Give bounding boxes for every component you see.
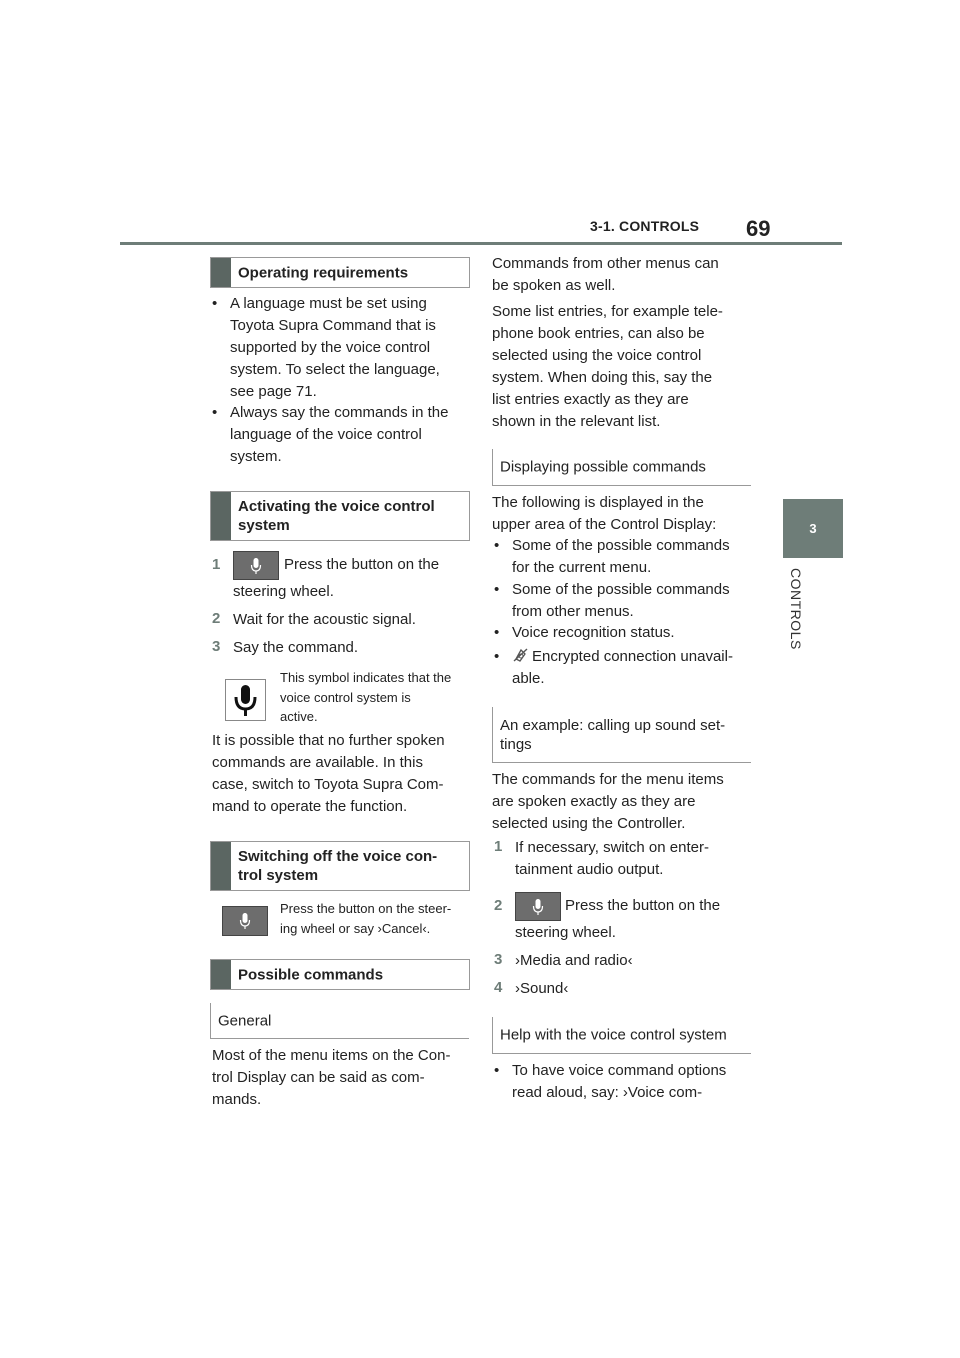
text-line: The following is displayed in the [492, 494, 704, 511]
paragraph [212, 1045, 474, 1111]
bullet-dot: • [494, 1062, 500, 1079]
paragraph [492, 492, 754, 536]
text-line: language of the voice control [230, 426, 422, 443]
text-line: selected using the Controller. [492, 815, 686, 832]
step-text: ›Media and radio‹ [515, 952, 633, 969]
text-line: This symbol indicates that the [280, 670, 452, 685]
text-line: from other menus. [512, 603, 634, 620]
text-line: selected using the voice control [492, 347, 702, 364]
text-line: trol Display can be said as com- [212, 1069, 425, 1086]
text-line: Most of the menu items on the Con- [212, 1047, 451, 1064]
step-text: Say the command. [233, 639, 359, 656]
step-text: Press the button on the [284, 556, 440, 573]
bullet-dot: • [212, 295, 218, 312]
text-line: for the current menu. [512, 559, 652, 576]
subheading-text: Displaying possible commands [500, 458, 706, 476]
list-item-text [512, 1060, 754, 1104]
text-line: Some of the possible commands [512, 581, 730, 598]
step-text: Press the button on the [565, 897, 721, 914]
heading-bar [211, 258, 231, 287]
text-line: upper area of the Control Display: [492, 516, 717, 533]
text-segment: Encrypted connection unavail- [532, 648, 733, 665]
list-item-text [512, 535, 754, 579]
text-line: active. [280, 709, 318, 724]
text-line: A language must be set using [230, 295, 427, 312]
subheading-text: Help with the voice control system [500, 1026, 727, 1044]
heading-bar [211, 842, 231, 890]
text-line: see page 71. [230, 383, 317, 400]
heading-text: Operating requirements [238, 264, 409, 281]
text-line: trol system [238, 867, 319, 884]
heading-text [238, 497, 463, 535]
bullet-dot: • [494, 537, 500, 554]
step-text [515, 837, 755, 881]
text-line: system [238, 517, 290, 534]
list-item-text [230, 402, 472, 468]
text-line [512, 646, 754, 668]
switch-off-note [280, 899, 472, 938]
heading-possible-commands [210, 959, 470, 990]
text-line: able. [512, 670, 545, 687]
header-rule [120, 242, 842, 245]
paragraph [492, 769, 754, 835]
voice-button-icon [515, 892, 561, 921]
text-line: Commands from other menus can [492, 255, 719, 272]
text-line: are spoken exactly as they are [492, 793, 696, 810]
voice-button-icon [233, 551, 279, 580]
list-item-text [512, 646, 754, 690]
heading-operating-requirements [210, 257, 470, 288]
heading-text [238, 847, 463, 885]
subheading-displaying-commands [492, 449, 751, 486]
text-line: tings [500, 735, 532, 753]
step-text: steering wheel. [515, 924, 616, 941]
step-number: 2 [212, 610, 221, 627]
text-line: phone book entries, can also be [492, 325, 705, 342]
step-number: 4 [494, 979, 503, 996]
bullet-dot: • [494, 648, 500, 665]
paragraph [212, 730, 474, 818]
heading-bar [211, 492, 231, 540]
text-line: ing wheel or say ›Cancel‹. [280, 920, 431, 936]
section-title: 3-1. CONTROLS [590, 218, 700, 234]
step-text: ›Sound‹ [515, 980, 569, 997]
text-line: Voice recognition status. [512, 624, 675, 641]
text-line: Some list entries, for example tele- [492, 303, 723, 320]
step-number: 3 [494, 951, 503, 968]
bullet-dot: • [494, 624, 500, 641]
text-line: Switching off the voice con- [238, 848, 438, 865]
page-number: 69 [746, 216, 771, 241]
text-line: supported by the voice control [230, 339, 431, 356]
voice-button-icon [222, 906, 268, 936]
text-line: tainment audio output. [515, 861, 664, 878]
text-line: mand to operate the function. [212, 798, 408, 815]
text-line: system. When doing this, say the [492, 369, 713, 386]
subheading-example [492, 707, 751, 763]
text-line: If necessary, switch on enter- [515, 839, 709, 856]
text-line: voice control system is [280, 689, 411, 705]
text-line: Press the button on the steer- [280, 901, 452, 916]
subheading-help [492, 1017, 751, 1054]
microphone-icon [225, 679, 266, 721]
text-line: Activating the voice control [238, 498, 435, 515]
text-line: Some of the possible commands [512, 537, 730, 554]
text-line: To have voice command options [512, 1062, 727, 1079]
step-number: 1 [212, 556, 221, 573]
list-item-text [230, 293, 472, 403]
text-line: system. [230, 448, 282, 465]
bullet-dot: • [494, 581, 500, 598]
text-line: It is possible that no further spoken [212, 732, 445, 749]
list-item-text [512, 622, 754, 644]
text-line: be spoken as well. [492, 277, 616, 294]
text-line: case, switch to Toyota Supra Com- [212, 776, 444, 793]
bullet-dot: • [212, 404, 218, 421]
heading-bar [211, 960, 231, 989]
step-number: 3 [212, 638, 221, 655]
chapter-label: CONTROLS [788, 568, 804, 650]
text-line: The commands for the menu items [492, 771, 724, 788]
heading-text: Possible commands [238, 966, 384, 983]
list-item-text [512, 579, 754, 623]
encryption-unavailable-icon [512, 647, 529, 663]
text-line: commands are available. In this [212, 754, 423, 771]
text-line: list entries exactly as they are [492, 391, 689, 408]
text-line: shown in the relevant list. [492, 413, 661, 430]
chapter-tab [783, 499, 843, 558]
subheading-text [500, 716, 747, 754]
text-line: mands. [212, 1091, 262, 1108]
chapter-number: 3 [809, 521, 817, 536]
step-text: steering wheel. [233, 583, 334, 600]
paragraph [492, 253, 754, 297]
text-line: system. To select the language, [230, 361, 440, 378]
symbol-note [280, 668, 470, 727]
step-text: Wait for the acoustic signal. [233, 611, 416, 628]
subheading-general [210, 1003, 469, 1039]
text-line: Toyota Supra Command that is [230, 317, 436, 334]
step-number: 1 [494, 838, 503, 855]
text-line: An example: calling up sound set- [500, 716, 726, 734]
text-line: Always say the commands in the [230, 404, 449, 421]
step-number: 2 [494, 897, 503, 914]
heading-switching-off [210, 841, 470, 891]
subheading-text: General [218, 1012, 272, 1029]
paragraph [492, 301, 754, 433]
text-line: read aloud, say: ›Voice com- [512, 1084, 703, 1101]
heading-activating-voice-control [210, 491, 470, 541]
